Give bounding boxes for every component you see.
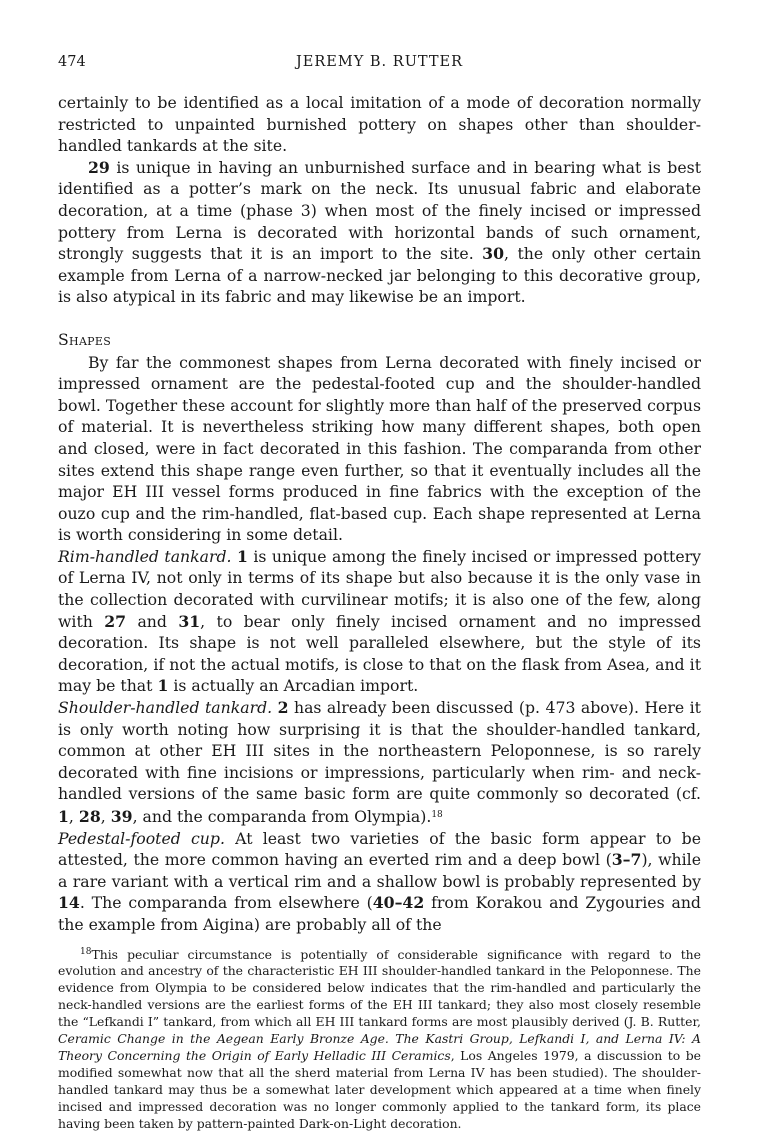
section-heading: Shapes	[58, 329, 112, 349]
catalogue-number: 3–7	[611, 850, 642, 870]
catalogue-number: 1	[157, 676, 169, 696]
paragraph: Shoulder-handled tankard. 2 has already been discussed (p. 473 above). Here it is only worth noting how surprising it is that the shoulder-handled tankard, common at other EH III sites in the northeastern Peloponnese, is so rarely decorated with fine incisions or impressions, particularly when rim- and neck-handled versions of the same basic form are quite commonly so decorated (cf. 1, 28, 39, and the comparanda from Olympia).$^{18}$	[58, 698, 701, 826]
run-in-heading: Rim-handled tankard.	[58, 546, 232, 566]
footnote-marker: 18	[80, 946, 92, 957]
catalogue-number: 14	[58, 893, 80, 913]
run-in-heading: Pedestal-footed cup.	[58, 828, 225, 848]
paragraph: Rim-handled tankard. 1 is unique among the finely incised or impressed pottery of Lerna IV, not only in terms of its shape but also because it is the only vase in the collection decorated with curvilinear motifs; it is also one of the few, along with 27 and 31, to bear only finely incised ornament and no impressed decoration. Its shape is not well paralleled elsewhere, but the style of its decoration, if not the actual motifs, is close to that on the flask from Asea, and it may be that 1 is actually an Arcadian import.	[58, 546, 701, 696]
footnotes	[58, 944, 701, 1133]
body-text	[58, 92, 701, 936]
page	[58, 50, 701, 1133]
paragraph: 29 is unique in having an unburnished surface and in bearing what is best identified as a potter’s mark on the neck. Its unusual fabric and elaborate decoration, at a time (phase 3) when most of the finely incised or impressed pottery from Lerna is decorated with horizontal bands of such ornament, strongly suggests that it is an import to the site. 30, the only other certain example from Lerna of a narrow-necked jar belonging to this decorative group, is also atypical in its fabric and may likewise be an import.	[58, 157, 701, 307]
footnote-reference[interactable]: 18	[431, 810, 443, 820]
paragraph: certainly to be identified as a local imitation of a mode of decoration normally restricted to unpainted burnished pottery on shapes other than shoulder-handled tankards at the site.	[58, 93, 701, 156]
footnote: $^{18}$This peculiar circumstance is potentially of considerable significance with regard to the evolution and ancestry of the characteristic EH III shoulder-handled tankard in the Peloponnese. The evidence from Olympia to be considered below indicates that the rim-handled and particularly the neck-handled versions are the earliest forms of the EH III tankard; they also most closely resemble the “Lefkandi I” tankard, from which all EH III tankard forms are most plausibly derived (J. B. Rutter, Ceramic Change in the Aegean Early Bronze Age. The Kastri Group, Lefkandi I, and Lerna IV: A Theory Concerning the Origin of Early Helladic III Ceramics, Los Angeles 1979, a discussion to be modified somewhat now that all the sherd material from Lerna IV has been studied). The shoulder-handled tankard may thus be a somewhat later development which appeared at a time when finely incised and impressed decoration was no longer commonly applied to the tankard form, its place having been taken by pattern-painted Dark-on-Light decoration.	[58, 946, 701, 1131]
catalogue-number: 39	[110, 807, 133, 826]
catalogue-number: 31	[178, 611, 201, 631]
catalogue-number: 28	[78, 807, 101, 826]
catalogue-number: 30	[482, 244, 505, 264]
catalogue-number: 29	[88, 157, 110, 177]
catalogue-number: 1	[58, 807, 69, 826]
page-number: 474	[58, 54, 86, 70]
run-in-heading: Shoulder-handled tankard.	[58, 698, 273, 718]
catalogue-number: 2	[277, 698, 289, 718]
paragraph: Pedestal-footed cup. At least two varieties of the basic form appear to be attested, the more common having an everted rim and a deep bowl (3–7), while a rare variant with a vertical rim and a shallow bowl is probably represented by 14. The comparanda from elsewhere (40–42 from Korakou and Zygouries and the example from Aigina) are probably all of the	[58, 828, 702, 934]
running-title: JEREMY B. RUTTER	[295, 54, 464, 70]
catalogue-number: 1	[237, 546, 248, 566]
cited-title: Ceramic Change in the Aegean Early Bronze Age. The Kastri Group, Lefkandi I, and Lerna IV: A Theory Concerning the Origin of Early Helladic III Ceramics	[58, 1031, 701, 1063]
catalogue-number: 27	[104, 611, 127, 631]
catalogue-number: 40–42	[372, 893, 425, 913]
paragraph: By far the commonest shapes from Lerna decorated with finely incised or impressed ornament are the pedestal-footed cup and the shoulder-handled bowl. Together these account for slightly more than half of the preserved corpus of material. It is nevertheless striking how many different shapes, both open and closed, were in fact decorated in this fashion. The comparanda from other sites extend this shape range even further, so that it eventually includes all the major EH III vessel forms produced in fine fabrics with the exception of the ouzo cup and the rim-handled, flat-based cup. Each shape represented at Lerna is worth considering in some detail.	[58, 352, 701, 545]
running-head	[58, 50, 701, 74]
